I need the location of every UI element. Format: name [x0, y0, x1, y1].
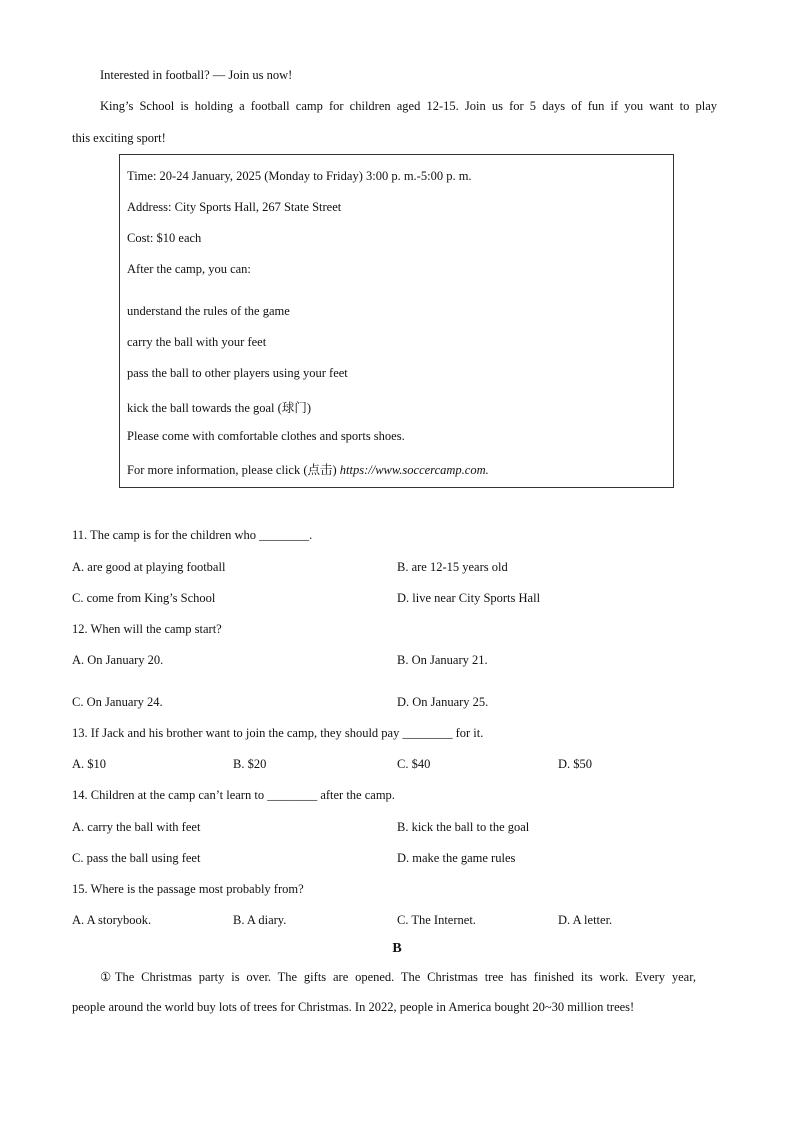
option-c: C. pass the ball using feet: [72, 851, 201, 865]
option-a: A. carry the ball with feet: [72, 820, 201, 834]
option-c: C. The Internet.: [397, 913, 476, 927]
option-a: A. On January 20.: [72, 653, 164, 667]
question-stem: 15. Where is the passage most probably from?: [72, 882, 304, 896]
option-a: A. A storybook.: [72, 913, 152, 927]
option-d: D. make the game rules: [397, 851, 516, 865]
option-b: B. A diary.: [233, 913, 287, 927]
option-b: B. are 12-15 years old: [397, 560, 508, 574]
notice-address: Address: City Sports Hall, 267 State Street: [127, 200, 342, 214]
notice-item: understand the rules of the game: [127, 304, 290, 318]
section-b-label: B: [392, 941, 402, 956]
question-stem: 11. The camp is for the children who ________.: [72, 528, 313, 542]
ad-heading: Interested in football? — Join us now!: [100, 68, 293, 82]
notice-time: Time: 20-24 January, 2025 (Monday to Friday) 3:00 p. m.-5:00 p. m.: [127, 169, 472, 183]
more-info-text: For more information, please click (点击): [127, 463, 340, 477]
camp-notice-box: [119, 154, 674, 488]
option-c: C. $40: [397, 757, 431, 771]
option-d: D. live near City Sports Hall: [397, 591, 541, 605]
question-stem: 13. If Jack and his brother want to join the camp, they should pay ________ for it.: [72, 726, 484, 740]
notice-item: pass the ball to other players using your feet: [127, 366, 348, 380]
notice-item: carry the ball with your feet: [127, 335, 267, 349]
intro-paragraph-line2: this exciting sport!: [72, 131, 166, 145]
option-a: A. are good at playing football: [72, 560, 226, 574]
option-b: B. $20: [233, 757, 267, 771]
section-b-line1: ①The Christmas party is over. The gifts are opened. The Christmas tree has finished its work. Every year,: [100, 970, 696, 984]
intro-paragraph-line1: King’s School is holding a football camp for children aged 12-15. Join us for 5 days of fun if you want to play: [100, 99, 717, 113]
notice-cost: Cost: $10 each: [127, 231, 202, 245]
notice-after: After the camp, you can:: [127, 262, 251, 276]
section-b-line2: people around the world buy lots of trees for Christmas. In 2022, people in America bought 20~30 million trees!: [72, 1000, 635, 1014]
question-stem: 14. Children at the camp can’t learn to ________ after the camp.: [72, 788, 395, 802]
option-a: A. $10: [72, 757, 107, 771]
option-d: D. On January 25.: [397, 695, 489, 709]
option-d: D. $50: [558, 757, 593, 771]
option-b: B. kick the ball to the goal: [397, 820, 530, 834]
camp-website-link[interactable]: https://www.soccercamp.com.: [339, 463, 489, 477]
notice-more-info: [127, 460, 489, 478]
question-stem: 12. When will the camp start?: [72, 622, 222, 636]
option-c: C. come from King’s School: [72, 591, 216, 605]
notice-please: Please come with comfortable clothes and sports shoes.: [127, 429, 405, 443]
notice-item: kick the ball towards the goal (球门): [127, 401, 311, 415]
option-d: D. A letter.: [558, 913, 613, 927]
option-c: C. On January 24.: [72, 695, 163, 709]
option-b: B. On January 21.: [397, 653, 488, 667]
